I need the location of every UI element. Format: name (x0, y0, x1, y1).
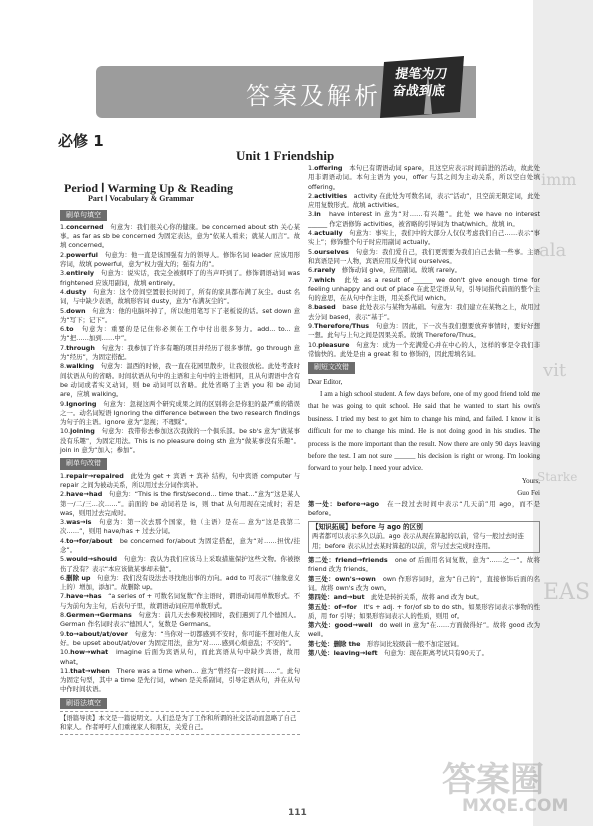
answer-item: 5.ourselves 句意为：我们爱自己，我们更需要为我们自己去做一些事。主语和宾语是同一人物，宾语应用反身代词 ourselves。 (308, 247, 541, 265)
reading-guide: 【语篇导读】本文是一篇说明文。人们总是为了工作和所谓的社交活动而忽略了自己和家人。作者呼吁人们重视家人和朋友，关爱自己。 (60, 711, 300, 735)
badge-text (392, 66, 449, 100)
answer-item: 8.walking 句意为：温西的时候，我一直在花园里散步，让我很放松。此处考查时间状语从句的省略。时间状语从句中的主语和主句中的主语相同，且从句谓语中含有 be 动词或者实义动词，则 be 动词可以省略。此处省略了主语 you 和 be 动词 are，应填 walking。 (60, 362, 301, 399)
edge-word-2: ala (539, 240, 567, 261)
answer-item: 4.dusty 句意为：这个房间空置很长时间了，所有的家具都布满了灰尘。dust 名词，与中缺少表语，故填形容词 dusty，意为“布满灰尘的”。 (60, 287, 300, 306)
badge-line-2: 奋战到底 (391, 84, 446, 99)
answer-item: 8.based base 此处表示与某物为基础。句意为：我们建立在某物之上，故用过去分词 based，表示“基于”。 (308, 303, 541, 321)
answer-item: 7.have→has “a series of + 可数名词复数”作主语时，谓语动词用单数形式。不与为前句为主句，后表句子里，故谓语动词应用单数形式。 (60, 592, 300, 610)
answer-item: 3.in have interest in 意为“对……有兴趣”。此处 we have no interest ______ 作定语修饰 activities，被省略的引导词为 that/which。故填 in。 (308, 210, 541, 228)
answer-item: 10.how→what imagine 后面为宾语从句，而此宾语从句中缺少宾语，故用 what。 (60, 648, 300, 666)
answer-item: 6.to 句意为：重要的是记住你必须在工作中付出很多努力。add... to... 意为“把……加到……中”。 (60, 325, 300, 343)
answer-item: 7.through 句意为：我参加了许多有趣的项目并经历了很多事情。go through 意为“经历”，为固定搭配。 (60, 343, 301, 362)
knowledge-title: 【知识拓展】before 与 ago 的区别 (312, 523, 423, 532)
correction-item: 第七处：删除 the 形容词比较级前一般不加定冠词。 (308, 639, 463, 648)
edge-word-5: EAS (543, 580, 591, 605)
book-title: 必修 1 (58, 132, 104, 150)
answer-item: 3.was→is 句意为：第一次去那个国家，他（主语）是在... 意为“这是我第二次……”，则用 have/has + 过去分词。 (60, 518, 301, 536)
slogan-badge (376, 52, 472, 124)
answer-item: 6.删除 up 句意为：我们没有设法去寻找他出事的方向。add to 可表示“（抽象意义上的）增加，添加”。故删除 up。 (60, 573, 301, 592)
answer-item: 1.offering 本句已有谓语动词 spare，且这空应表示时间前进的活动，故此处用非谓语动词。本句主语为 you，offer 与其之间为主动关系，所以空白处填 offering。 (308, 164, 540, 191)
answer-item: 2.have→had 句意为：“This is the first/second... time that...”意为“这是某人第一/二/三...次……”。前面的 be 动词若是 is，则 that 从句用现在完成时；若是 was，则用过去完成时。 (60, 490, 300, 517)
badge-line-1: 提笔为刀 (394, 67, 449, 82)
answer-item: 7.which 此处 as a result of ______ we don't give enough time for feeling unhappy and out of place 在此是定语从句，引导词指代前面的整个主句的意思，在从句中作主语，用关系代词 which。 (308, 275, 540, 303)
correction-item: 第八处：leaving→left 句意为：现在距离考试只有90天了。 (308, 649, 488, 658)
section-header-essay: 刷短文改错 (308, 362, 355, 373)
correction-item: 第六处：good→well do well in 意为“在……方面做得好”。故将 good 改为 well。 (308, 621, 541, 639)
correction-item: 第一处：before→ago 在一段过去时间中表示“几天前”用 ago，而不是 before。 (308, 499, 541, 517)
answer-item: 10.pleasure 句意为：成为一个充满爱心并在中心的人，这样的事是令我们非常愉快的。此处是由 a great 和 to 修饰的，因此需填名词。 (308, 340, 541, 358)
answer-item: 5.would→should 句意为：我认为我们应该马上采取措施保护这些文物。你被擦伤了没有？表示“本应该做某事却未做”。 (60, 555, 300, 573)
grammar-fill-list (308, 164, 540, 359)
section-header-fill: 刷单句填空 (60, 210, 107, 221)
answer-item: 3.entirely 句意为：说实话，我完全被纲吓了的当声吓到了。修饰谓语动词 was frightened 应该用副词，故填 entirely。 (60, 269, 301, 287)
part-title: Part Ⅰ Vocabulary & Grammar (88, 194, 194, 204)
answer-item: 8.Germen→Germans 句意为：前几天去参观校园时，我们遇到了几个德国人。German 作名词时表示“德国人”，复数是 Germans。 (60, 611, 301, 629)
knowledge-box (308, 521, 540, 553)
letter-signature: Guo Fei (517, 489, 540, 498)
letter-salutation: Dear Editor, (308, 377, 343, 386)
page-number: 111 (288, 808, 307, 818)
answer-item: 4.actually 句意为：事实上，我们中的大部分人仅仅考虑我们自己……表示“事实上”；修饰整个句子时应用副词 actually。 (308, 229, 541, 247)
letter-body (308, 376, 540, 500)
header-title: 答案及解析 (246, 82, 381, 110)
letter-paragraph: I am a high school student. A few days before, one of my good friend told me that he was going to quit school. He said that he wanted to start his own's business. I tried my best to get him to change his mind, and failed. I know it is difficult for me to change his mind. He is not doing good in his studies. The process is the more important than the result. Now there are only 90 days leaving before the test. I am not sure ______ his decision is right or wrong. I'm looking forward to your help. I need your advice. (308, 389, 540, 473)
edge-word-4: Starke (537, 470, 578, 484)
knowledge-text: 两者都可以表示多久以前。ago 表示从现在算起的以前，常与一般过去时连用；before 表示从过去某时算起的以前，常与过去完成时连用。 (312, 532, 525, 550)
answer-item: 4.to→for/about be concerned for/about 为固定搭配，意为“对……担忧/挂念”。 (60, 536, 300, 554)
answer-item: 2.powerful 句意为：他一直是该国强有力的领导人。修饰名词 leader 应该用形容词，故填 powerful，意为“权力强大的；强有力的”。 (60, 250, 300, 269)
answer-item: 9.Therefore/Thus 句意为：因此，下一次当我们想要放弃事情时，要好好想一想。此句与上句之间是因果关系。故填 Therefore/Thus。 (308, 322, 541, 340)
edge-word-3: vit (543, 360, 567, 381)
unit-title: Unit 1 Friendship (236, 148, 335, 163)
watermark-logo: 答案圈 (442, 760, 544, 800)
answer-item: 5.down 句意为：他的电脑坏掉了，所以他用笔写下了老板说的话。set down 意为“写下；记下”。 (60, 306, 300, 324)
sentence-correction-list (60, 472, 300, 695)
fill-blank-list (60, 223, 300, 455)
correction-item: 第四处：and→but 此处是转折关系，故将 and 改为 but。 (308, 593, 483, 602)
answer-item: 2.activities activity 在此处为可数名词，表示“活动”，且空前无限定词，此处应用复数形式。故填 activities。 (308, 191, 540, 210)
answer-item: 9.Ignoring 句意为：忽视这两个研究成果之间的区别将会是你犯的最严重的错误之一。动名词短语 Ignoring the difference between the two research findings 为句子的主语。ignore 意为“忽视；不理睬”。 (60, 399, 301, 427)
correction-list (308, 500, 540, 659)
correction-item: 第三处：own's→own own 作形容词时，意为“自己的”，直接修饰后面的名词。故将 own's 改为 own。 (308, 574, 541, 592)
page-edge-decoration (533, 0, 593, 826)
period-title: Period Ⅰ Warming Up & Reading (64, 181, 233, 195)
answer-item: 1.repair→repaired 此处为 get + 宾语 + 宾补 结构，句中宾语 computer 与 repair 之间为被动关系，所以用过去分词作宾补。 (60, 471, 301, 489)
answer-item: 10.joining 句意为：我带你去参加这次我做的一个俱乐部。be sb's 意为“做某事没有乐趣”，为固定用法。This is no pleasure doing sth 意为“做某事没有乐趣”。join in 意为“加入；参加”。 (60, 427, 300, 455)
left-column (60, 180, 300, 735)
letter-closing: Yours, (521, 476, 540, 485)
answer-item: 11.that→when There was a time when... 意为“曾经有一段时间……”。此句为固定句型，其中 a time 是先行词，when 是关系副词，引导定语从句，并在从句中作时间状语。 (60, 666, 301, 694)
watermark-url: MXQE.COM (462, 796, 569, 816)
section-header-grammar: 刷语法填空 (60, 698, 107, 709)
answer-item: 6.rarely 修饰动词 give，应用副词。故填 rarely。 (308, 266, 462, 275)
correction-item: 第二处：friend→friends one of 后面用名词复数，意为“……之一”。故将 friend 改为 friends。 (308, 556, 541, 574)
answer-item: 9.to→about/at/over 句意为：“当你对一切都感到不安时，你可能不想对他人友好。be upset about/at/over 为固定用法，意为“对……感到心烦意乱；不安的”。 (60, 629, 301, 647)
edge-word-1: imm (541, 170, 577, 189)
correction-item: 第五处：of→for It's + adj. + for/of sb to do sth。如果形容词表示事物的性质，用 for 引导；如果形容词表示人的性质，则用 of。 (308, 602, 541, 620)
section-header-correct: 刷单句改错 (60, 458, 107, 469)
right-column (308, 164, 540, 658)
answer-item: 1.concerned 句意为：我们很关心你的健康。be concerned about sth 关心某事。as far as sb be concerned 为固定表达，意为“依某人看来；就某人而言”。故填 concerned。 (60, 222, 301, 250)
